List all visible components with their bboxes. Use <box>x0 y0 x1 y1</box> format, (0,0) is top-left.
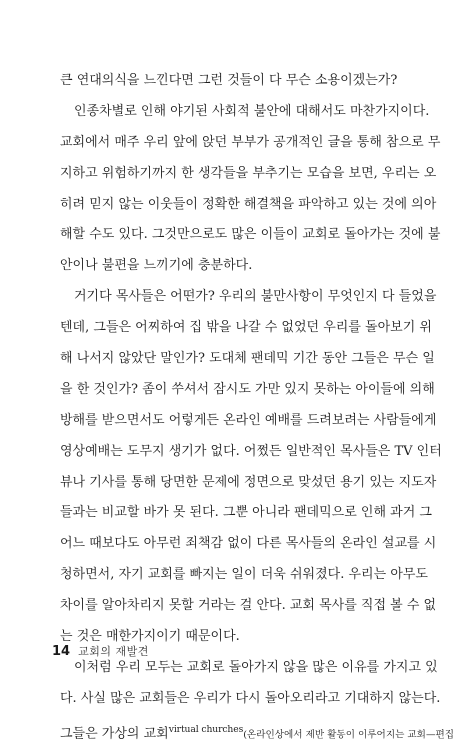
text-line: 어느 때보다도 아무런 죄책감 없이 다른 목사들의 온라인 설교를 시 <box>60 536 437 552</box>
text-line: 텐데, 그들은 어찌하여 집 밖을 나갈 수 없었던 우리를 돌아보기 위 <box>60 320 432 336</box>
page-number: 14 <box>52 644 71 659</box>
text-line: 청하면서, 자기 교회를 빠지는 일이 더욱 쉬워졌다. 우리는 아무도 <box>60 567 428 583</box>
text-line: 차이를 알아차리지 못할 거라는 걸 안다. 교회 목사를 직접 볼 수 없 <box>60 598 437 614</box>
text-line: 을 한 것인가? 좀이 쑤셔서 잠시도 가만 있지 못하는 아이들에 의해 <box>60 381 435 397</box>
text-line: 히려 믿지 않는 이웃들이 정확한 해결책을 파악하고 있는 것에 의아 <box>60 196 437 212</box>
text-line: 인종차별로 인해 야기된 사회적 불안에 대해서도 마찬가지이다. <box>74 103 430 119</box>
text-line: 이처럼 우리 모두는 교회로 돌아가지 않을 많은 이유를 가지고 있 <box>74 659 438 675</box>
text-line: 큰 연대의식을 느낀다면 그런 것들이 다 무슨 소용이겠는가? <box>60 73 398 88</box>
text-line: 지하고 위험하기까지 한 생각들을 부추기는 모습을 보면, 우리는 오 <box>60 165 437 181</box>
text-line: 해 나서지 않았단 말인가? 도대체 팬데믹 기간 동안 그들은 무슨 일 <box>60 351 435 367</box>
text-line: 해할 수도 있다. 그것만으로도 많은 이들이 교회로 돌아가는 것에 불 <box>60 227 441 243</box>
paragraph <box>60 282 442 653</box>
english-gloss: virtual churches <box>168 723 244 735</box>
text-run: 그들은 가상의 교회 <box>60 726 169 742</box>
text-line: 는 것은 매한가지이기 때문이다. <box>60 629 240 645</box>
text-line: 뷰나 기사를 통해 당면한 문제에 정면으로 맞섰던 용기 있는 지도자 <box>60 474 437 490</box>
text-line <box>60 715 455 746</box>
paragraph <box>60 653 455 746</box>
paragraph <box>60 97 441 282</box>
text-line: 들과는 비교할 바가 못 된다. 그뿐 아니라 팬데믹으로 인해 과거 그 <box>60 505 432 521</box>
paragraph <box>60 66 428 97</box>
running-title: 교회의 재발견 <box>78 645 149 658</box>
text-line: 영상예배는 도무지 생기가 없다. 어쩠든 일반적인 목사들은 TV 인터 <box>60 443 442 459</box>
text-line: 안이나 불편을 느끼기에 충분하다. <box>60 258 253 274</box>
text-line: 교회에서 매주 우리 앞에 앉던 부부가 공개적인 글을 통해 참으로 무 <box>60 134 441 150</box>
text-line: 방해를 받으면서도 어렇게든 온라인 예배를 드려보려는 사람들에게 <box>60 412 437 428</box>
page-footer <box>52 640 149 659</box>
text-line: 거기다 목사들은 어떤가? 우리의 불만사항이 무엇인지 다 들었을 <box>74 289 437 305</box>
text-line: 다. 사실 많은 교회들은 우리가 다시 돌아오리라고 기대하지 않는다. <box>60 690 441 706</box>
editor-note: (온라인상에서 제반 활동이 이루어지는 교회—편집 <box>243 729 455 741</box>
